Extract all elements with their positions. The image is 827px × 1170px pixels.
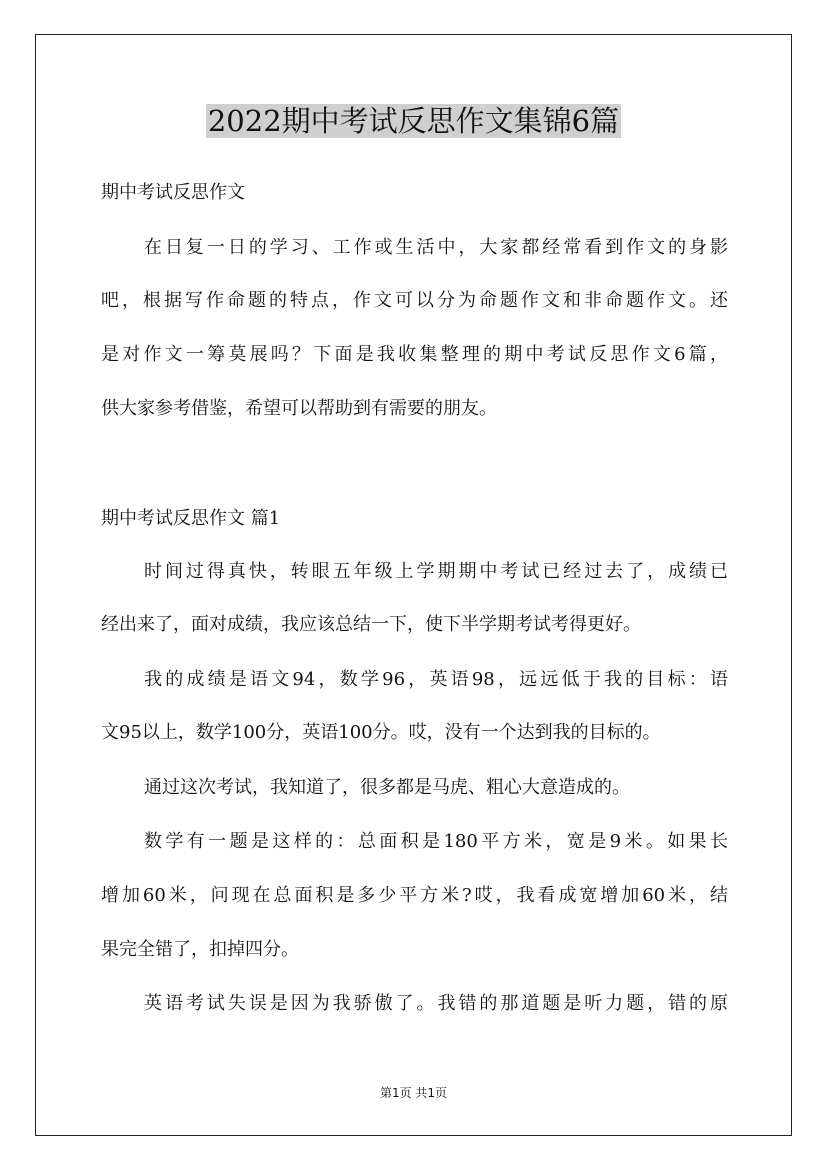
body-line: 果完全错了，扣掉四分。 bbox=[101, 939, 299, 960]
intro-line: 在日复一日的学习、工作或生活中，大家都经常看到作文的身影 bbox=[144, 237, 728, 258]
body-line: 数学有一题是这样的：总面积是180平方米，宽是9米。如果长 bbox=[144, 831, 728, 852]
page-footer: 第1页 共1页 bbox=[379, 1086, 448, 1100]
section-heading: 期中考试反思作文 bbox=[101, 182, 245, 203]
intro-line: 是对作文一筹莫展吗？下面是我收集整理的期中考试反思作文6篇， bbox=[101, 344, 728, 365]
body-line: 经出来了，面对成绩，我应该总结一下，使下半学期考试考得更好。 bbox=[101, 614, 641, 635]
intro-line: 吧，根据写作命题的特点，作文可以分为命题作文和非命题作文。还 bbox=[101, 290, 728, 311]
body-line: 我的成绩是语文94，数学96，英语98，远远低于我的目标：语 bbox=[144, 669, 728, 690]
body-line: 增加60米，问现在总面积是多少平方米?哎，我看成宽增加60米，结 bbox=[101, 885, 728, 906]
intro-line: 供大家参考借鉴，希望可以帮助到有需要的朋友。 bbox=[101, 398, 497, 419]
body-line: 时间过得真快，转眼五年级上学期期中考试已经过去了，成绩已 bbox=[144, 561, 728, 582]
document-title: 2022期中考试反思作文集锦6篇 bbox=[207, 104, 620, 138]
section-heading: 期中考试反思作文 篇1 bbox=[101, 508, 281, 529]
body-line: 英语考试失误是因为我骄傲了。我错的那道题是听力题，错的原 bbox=[144, 993, 728, 1014]
body-line: 文95以上，数学100分，英语100分。哎，没有一个达到我的目标的。 bbox=[101, 722, 661, 743]
body-line: 通过这次考试，我知道了，很多都是马虎、粗心大意造成的。 bbox=[144, 777, 630, 798]
